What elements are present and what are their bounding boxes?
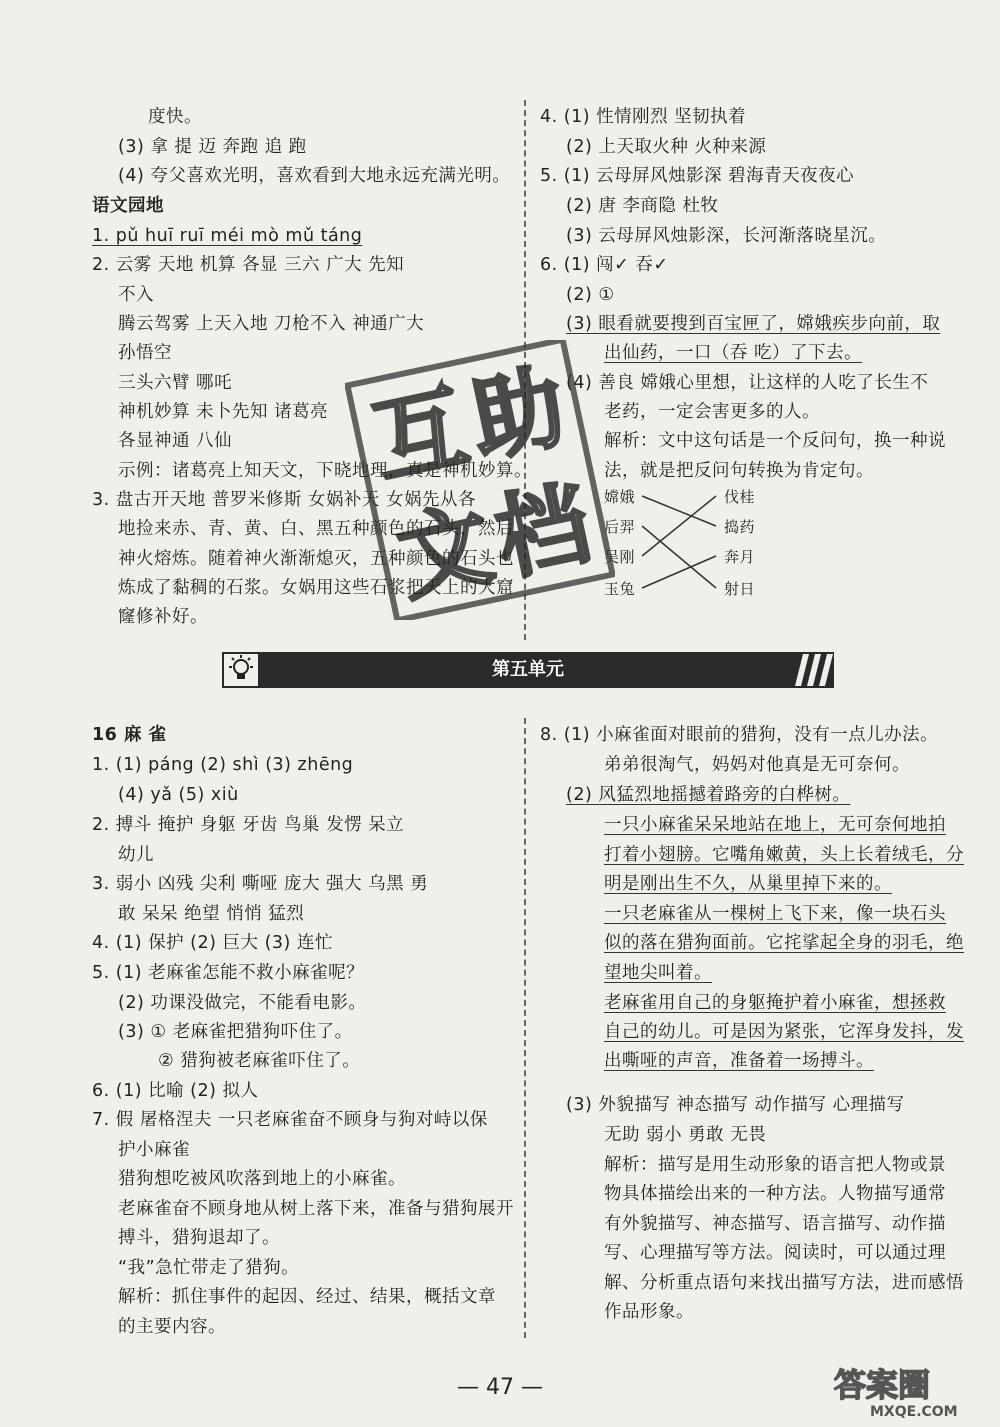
answer-line: 神机妙算 未卜先知 诸葛亮 [118, 402, 329, 422]
match-left-item: 吴刚 [604, 548, 636, 566]
answer-line: 自己的幼儿。可是因为紧张，它浑身发抖，发 [604, 1022, 964, 1042]
answer-line: 敢 呆呆 绝望 悄悄 猛烈 [118, 904, 305, 924]
answer-line: 6. (1) 闯✓ 吞✓ [540, 255, 669, 275]
answer-line: 出仙药，一口（吞 吃）了下去。 [604, 343, 863, 363]
answer-line: 出嘶哑的声音，准备着一场搏斗。 [604, 1051, 874, 1071]
answer-line: 法，就是把反问句转换为肯定句。 [604, 461, 874, 481]
answer-line: 老麻雀用自己的身躯掩护着小麻雀，想拯救 [604, 993, 946, 1013]
answer-line: (3) ① 老麻雀把猎狗吓住了。 [118, 1022, 353, 1042]
answer-line: 解、分析重点语句来找出描写方法，进而感悟 [604, 1273, 964, 1293]
answer-line: (2) ① [566, 285, 615, 305]
answer-line: (4) yǎ (5) xiù [118, 785, 239, 805]
match-line [642, 496, 716, 526]
answer-line: 搏斗，猎狗退却了。 [118, 1228, 280, 1248]
match-right-item: 捣药 [724, 518, 756, 536]
answer-line: 老药，一定会害更多的人。 [604, 402, 820, 422]
stamp-char: 助 [462, 352, 575, 477]
answer-line: 腾云驾雾 上天入地 刀枪不入 神通广大 [118, 314, 425, 334]
match-line [642, 526, 716, 588]
answer-line: 3. 盘古开天地 普罗米修斯 女娲补天 女娲先从各 [92, 490, 476, 510]
answer-line: (2) 功课没做完，不能看电影。 [118, 993, 367, 1013]
lightbulb-icon [224, 654, 258, 686]
answer-line: 护小麻雀 [118, 1140, 190, 1160]
answer-line: 5. (1) 老麻雀怎能不救小麻雀呢？ [92, 963, 365, 983]
banner-slashes-decoration [795, 654, 835, 686]
unit-title: 第五单元 [492, 659, 564, 680]
answer-line: 有外貌描写、神态描写、语言描写、动作描 [604, 1214, 946, 1234]
answer-line: 一只老麻雀从一棵树上飞下来，像一块石头 [604, 904, 946, 924]
answer-line: 4. (1) 保护 (2) 巨大 (3) 连忙 [92, 933, 333, 953]
site-watermark [830, 1360, 995, 1420]
match-right-item: 伐桂 [724, 488, 756, 506]
answer-line: 6. (1) 比喻 (2) 拟人 [92, 1081, 259, 1101]
answer-line: (3) 眼看就要搜到百宝匣了，嫦娥疾步向前，取 [566, 314, 941, 334]
matching-lines [640, 486, 720, 598]
match-line [642, 556, 716, 588]
answer-line: 2. 搏斗 掩护 身躯 牙齿 鸟巢 发愣 呆立 [92, 815, 405, 835]
answer-line: (4) 夸父喜欢光明，喜欢看到大地永远充满光明。 [118, 166, 511, 186]
match-left-item: 玉兔 [604, 580, 636, 598]
answer-line: 明是刚出生不久，从巢里掉下来的。 [604, 874, 892, 894]
answer-line: (2) 上天取火种 火种来源 [566, 137, 767, 157]
answer-line: 地捡来赤、青、黄、白、黑五种颜色的石头，然后 [118, 519, 514, 539]
answer-line: 不入 [118, 285, 154, 305]
answer-line: 老麻雀奋不顾身地从树上落下来，准备与猎狗展开 [118, 1199, 514, 1219]
answer-line: 7. 假 屠格涅夫 一只老麻雀奋不顾身与狗对峙以保 [92, 1110, 488, 1130]
watermark-url: MXQE.COM [870, 1404, 958, 1420]
answer-line: 4. (1) 性情刚烈 坚韧执着 [540, 107, 747, 127]
answer-line: (2) 风猛烈地摇撼着路旁的白桦树。 [566, 785, 851, 805]
answer-line: 窿修补好。 [118, 607, 208, 627]
answer-line: 度快。 [148, 107, 202, 127]
column-divider-bottom [524, 718, 526, 1338]
answer-line: 语文园地 [92, 196, 164, 216]
stamp-char: 文 [389, 490, 502, 615]
match-right-item: 奔月 [724, 548, 756, 566]
answer-line: 1. pǔ huī ruī méi mò mǔ táng [92, 226, 363, 246]
answer-line: 解析：描写是用生动形象的语言把人物或景 [604, 1155, 946, 1175]
answer-line: 的主要内容。 [118, 1317, 226, 1337]
answer-line: 打着小翅膀。它嘴角嫩黄，头上长着绒毛，分 [604, 845, 964, 865]
answer-line: (3) 外貌描写 神态描写 动作描写 心理描写 [566, 1095, 905, 1115]
answer-line: 猎狗想吃被风吹落到地上的小麻雀。 [118, 1169, 406, 1189]
answer-line: (2) 唐 李商隐 杜牧 [566, 196, 719, 216]
stamp-char: 档 [486, 469, 600, 594]
answer-line: (3) 拿 提 迈 奔跑 追 跑 [118, 137, 307, 157]
answer-line: 8. (1) 小麻雀面对眼前的猎狗，没有一点儿办法。 [540, 725, 939, 745]
answer-line: 幼儿 [118, 845, 154, 865]
answer-line: 神火熔炼。随着神火渐渐熄灭，五种颜色的石头也 [118, 549, 514, 569]
answer-line: 物具体描绘出来的一种方法。人物描写通常 [604, 1184, 946, 1204]
answer-line: 弟弟很淘气，妈妈对他真是无可奈何。 [604, 755, 910, 775]
answer-line: 5. (1) 云母屏风烛影深 碧海青天夜夜心 [540, 166, 855, 186]
answer-line: 无助 弱小 勇敢 无畏 [604, 1125, 767, 1145]
page-number: — 47 — [457, 1375, 543, 1400]
answer-line: 2. 云雾 天地 机算 各显 三六 广大 先知 [92, 255, 405, 275]
answer-line: 各显神通 八仙 [118, 431, 233, 451]
answer-line: 示例：诸葛亮上知天文，下晓地理，真是神机妙算。 [118, 461, 532, 481]
answer-line: “我”急忙带走了猎狗。 [118, 1258, 300, 1278]
answer-line: 似的落在猎狗面前。它挓挲起全身的羽毛，绝 [604, 933, 964, 953]
match-left-item: 后羿 [604, 518, 636, 536]
answer-line: 作品形象。 [604, 1302, 694, 1322]
stamp-watermark [345, 340, 615, 620]
answer-line: 一只小麻雀呆呆地站在地上，无可奈何地拍 [604, 815, 946, 835]
answer-line: 三头六臂 哪吒 [118, 373, 233, 393]
answer-line: 孙悟空 [118, 343, 172, 363]
answer-line: (3) 云母屏风烛影深，长河渐落晓星沉。 [566, 226, 887, 246]
answer-line: 3. 弱小 凶残 尖利 嘶哑 庞大 强大 乌黑 勇 [92, 874, 429, 894]
unit-banner [222, 652, 834, 688]
answer-line: (4) 善良 嫦娥心里想，让这样的人吃了长生不 [566, 373, 929, 393]
match-right-item: 射日 [724, 580, 756, 598]
match-line [642, 496, 716, 556]
answer-line: ② 猎狗被老麻雀吓住了。 [158, 1051, 361, 1071]
match-left-item: 嫦娥 [604, 488, 636, 506]
answer-line: 解析：文中这句话是一个反问句，换一种说 [604, 431, 946, 451]
answer-line: 解析：抓住事件的起因、经过、结果，概括文章 [118, 1287, 496, 1307]
answer-line: 16 麻 雀 [92, 725, 167, 745]
answer-line: 望地尖叫着。 [604, 963, 712, 983]
stamp-char: 互 [364, 373, 477, 497]
answer-line: 1. (1) páng (2) shì (3) zhēng [92, 755, 354, 775]
answer-line: 炼成了黏稠的石浆。女娲用这些石浆把天上的大窟 [118, 578, 514, 598]
watermark-title: 答案圈 [834, 1366, 931, 1404]
answer-line: 写、心理描写等方法。阅读时，可以通过理 [604, 1243, 946, 1263]
